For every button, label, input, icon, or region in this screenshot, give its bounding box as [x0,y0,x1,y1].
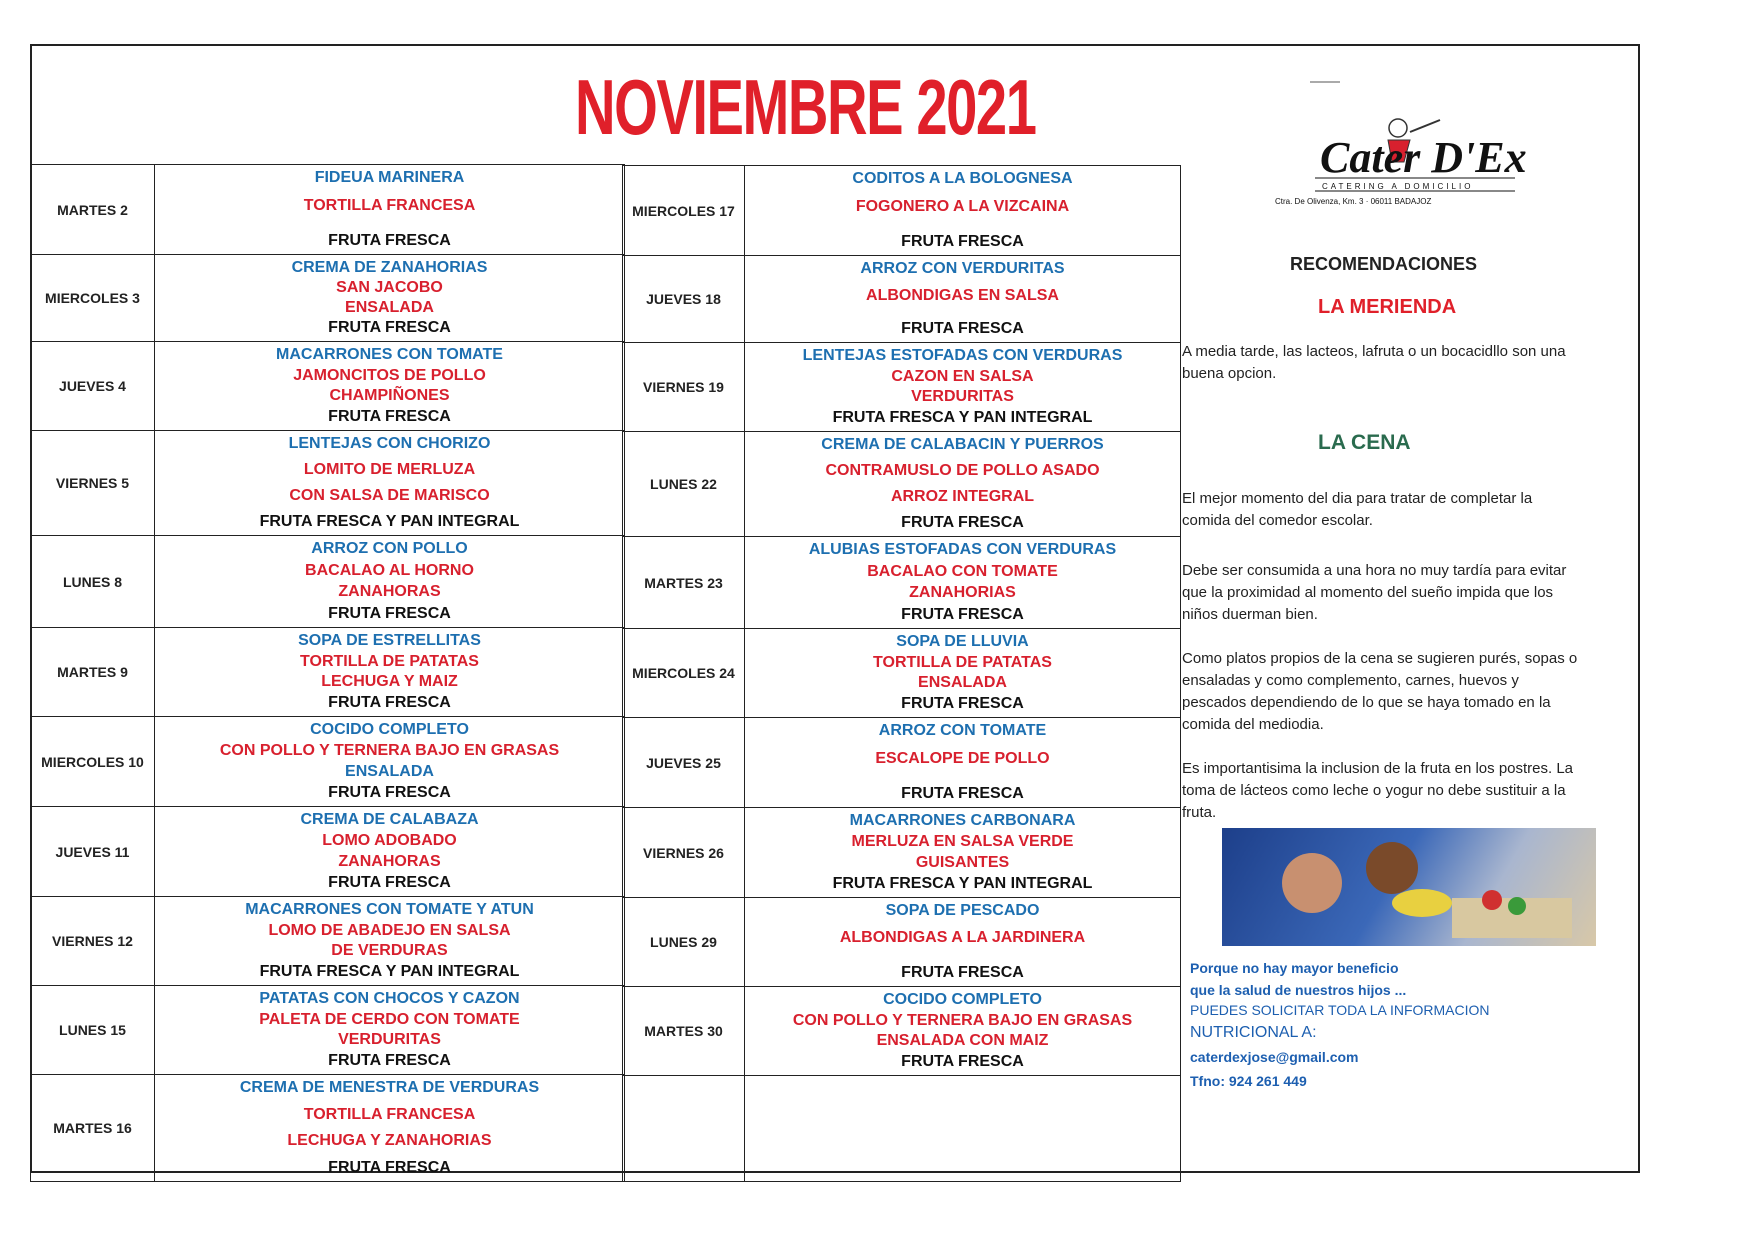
dish-line: FRUTA FRESCA [901,694,1024,712]
dish-line: VERDURITAS [338,1031,441,1049]
dish-line: TORTILLA FRANCESA [303,1105,476,1123]
dishes-cell [155,536,625,628]
info-line-1: PUEDES SOLICITAR TODA LA INFORMACION [1190,1002,1490,1018]
day-label: JUEVES 18 [623,256,745,343]
dishes-cell [745,343,1181,432]
dish-line: LENTEJAS CON CHORIZO [288,435,491,452]
dish-line: ENSALADA [918,674,1007,692]
dish-line: LOMITO DE MERLUZA [303,461,476,478]
kids-eating-photo [1222,828,1596,946]
dish-line: MACARRONES CON TOMATE Y ATUN [245,901,534,918]
menu-row [31,255,625,342]
dish-line: COCIDO COMPLETO [883,991,1042,1008]
dish-line: FRUTA FRESCA [328,874,451,891]
menu-row [623,718,1181,808]
dish-line: CON POLLO Y TERNERA BAJO EN GRASAS [219,742,560,759]
merienda-heading: LA MERIENDA [1318,296,1457,318]
dishes-cell [155,255,625,342]
merienda-text: A media tarde, las lacteos, lafruta o un bocacidllo son una buena opcion. [1182,343,1566,382]
dishes-cell [745,898,1181,987]
menu-table-left [30,164,625,1182]
cena-paragraph-4: Es importantisima la inclusion de la fruta en los postres. La toma de lácteos como leche o yogur no debe sustituir a la fruta. [1182,760,1574,821]
day-label: MIERCOLES 10 [31,717,155,807]
dish-line: ENSALADA CON MAIZ [876,1032,1049,1050]
dish-line: CAZON EN SALSA [891,367,1034,385]
dish-line: FRUTA FRESCA [901,514,1024,531]
empty-row [623,1076,1181,1182]
dish-line: ENSALADA [345,763,434,780]
dish-line: CON POLLO Y TERNERA BAJO EN GRASAS [792,1011,1133,1029]
svg-text:CATERING A DOMICILIO: CATERING A DOMICILIO [1322,182,1474,191]
dishes-cell [745,432,1181,537]
menu-row [31,897,625,986]
dish-line: CREMA DE MENESTRA DE VERDURAS [239,1079,540,1096]
menu-row [623,629,1181,718]
dishes-cell [155,1075,625,1182]
dish-line: MACARRONES CON TOMATE [276,346,503,363]
dish-line: BACALAO CON TOMATE [867,562,1058,580]
menu-row [31,1075,625,1182]
dishes-cell [745,629,1181,718]
dishes-cell [155,717,625,807]
menu-row [623,166,1181,256]
page-title: NOVIEMBRE 2021 [575,63,1036,151]
cena-paragraph-2: Debe ser consumida a una hora no muy tardía para evitar que la proximidad al momento del sueño impida que los niños duerman bien. [1182,562,1567,623]
menu-row [623,256,1181,343]
empty-cell [745,1076,1181,1182]
dish-line: CREMA DE CALABAZA [300,811,479,828]
dish-line: BACALAO AL HORNO [305,561,474,579]
quote-line-1: Porque no hay mayor beneficio [1190,960,1399,976]
svg-text:Cater D'Ex: Cater D'Ex [1320,133,1527,182]
dish-line: TORTILLA FRANCESA [303,196,476,214]
dishes-cell [155,986,625,1075]
day-label: VIERNES 26 [623,808,745,898]
dish-line: PATATAS CON CHOCOS Y CAZON [259,990,520,1007]
empty-cell [623,1076,745,1182]
dish-line: COCIDO COMPLETO [310,721,469,738]
day-label: LUNES 8 [31,536,155,628]
cater-dex-logo [1275,110,1530,210]
dish-line: FRUTA FRESCA [328,319,451,336]
dish-line: LECHUGA Y MAIZ [321,673,458,691]
menu-table-right [622,165,1181,1182]
cena-paragraph-3: Como platos propios de la cena se sugieren purés, sopas o ensaladas y como complemento, carnes, huevos y pescados dependiendo de lo que se haya tomado en la comida del mediodia. [1182,650,1578,733]
menu-row [623,987,1181,1076]
dish-line: CREMA DE ZANAHORIAS [291,259,488,276]
dish-line: ALBONDIGAS A LA JARDINERA [839,929,1086,947]
menu-row [31,717,625,807]
contact-phone: Tfno: 924 261 449 [1190,1073,1307,1089]
menu-row [31,807,625,897]
dish-line: FRUTA FRESCA Y PAN INTEGRAL [832,408,1093,426]
dish-line: LECHUGA Y ZANAHORIAS [287,1132,492,1150]
dishes-cell [745,808,1181,898]
dish-line: ZANAHORAS [338,853,441,870]
menu-row [31,431,625,536]
dish-line: ALUBIAS ESTOFADAS CON VERDURAS [808,541,1117,558]
dish-line: TORTILLA DE PATATAS [300,652,479,670]
dish-line: CHAMPIÑONES [329,387,450,405]
dishes-cell [155,342,625,431]
dish-line: ESCALOPE DE POLLO [875,749,1050,767]
menu-row [623,343,1181,432]
dishes-cell [155,807,625,897]
dish-line: FRUTA FRESCA [901,1052,1024,1070]
dish-line: LOMO DE ABADEJO EN SALSA [268,921,511,939]
dish-line: FRUTA FRESCA [328,784,451,801]
dish-line: CON SALSA DE MARISCO [289,487,490,504]
day-label: VIERNES 19 [623,343,745,432]
day-label: MIERCOLES 17 [623,166,745,256]
info-line-2: NUTRICIONAL A: [1190,1024,1317,1041]
day-label: MARTES 9 [31,628,155,717]
contact-email[interactable]: caterdexjose@gmail.com [1190,1049,1359,1065]
dish-line: SOPA DE LLUVIA [896,633,1029,650]
dish-line: ALBONDIGAS EN SALSA [866,286,1059,304]
day-label: VIERNES 5 [31,431,155,536]
menu-row [31,536,625,628]
dish-line: FRUTA FRESCA [901,784,1024,802]
dish-line: ARROZ CON TOMATE [878,722,1047,739]
menu-row [31,342,625,431]
dishes-cell [745,537,1181,629]
day-label: LUNES 15 [31,986,155,1075]
dish-line: ENSALADA [345,299,434,316]
dish-line: SOPA DE ESTRELLITAS [298,632,481,649]
day-label: JUEVES 4 [31,342,155,431]
dish-line: ARROZ CON VERDURITAS [860,260,1065,277]
dish-line: FRUTA FRESCA [328,231,451,249]
dish-line: CODITOS A LA BOLOGNESA [852,170,1073,187]
dish-line: FRUTA FRESCA Y PAN INTEGRAL [259,513,520,530]
dishes-cell [155,628,625,717]
recomendaciones-heading: RECOMENDACIONES [1290,254,1478,274]
dish-line: ARROZ INTEGRAL [890,488,1035,505]
dish-line: FRUTA FRESCA [328,604,451,622]
dish-line: SAN JACOBO [336,279,443,296]
dish-line: ARROZ CON POLLO [311,540,468,557]
dish-line: VERDURITAS [911,388,1014,406]
menu-row [623,898,1181,987]
day-label: JUEVES 25 [623,718,745,808]
svg-text:Ctra. De Olivenza, Km. 3 · 060: Ctra. De Olivenza, Km. 3 · 06011 BADAJOZ [1275,197,1432,206]
dish-line: LENTEJAS ESTOFADAS CON VERDURAS [802,347,1123,364]
dish-line: FRUTA FRESCA [901,963,1024,981]
dish-line: CONTRAMUSLO DE POLLO ASADO [825,462,1100,479]
dishes-cell [745,166,1181,256]
day-label: MIERCOLES 24 [623,629,745,718]
dish-line: FRUTA FRESCA [901,605,1024,623]
dishes-cell [745,718,1181,808]
menu-row [31,165,625,255]
dish-line: FRUTA FRESCA Y PAN INTEGRAL [832,875,1093,892]
dish-line: DE VERDURAS [331,942,448,960]
dish-line: FRUTA FRESCA [328,1051,451,1069]
dish-line: CREMA DE CALABACIN Y PUERROS [821,436,1104,453]
dishes-cell [155,897,625,986]
day-label: VIERNES 12 [31,897,155,986]
day-label: MARTES 23 [623,537,745,629]
dish-line: ZANAHORIAS [909,584,1016,602]
dish-line: FIDEUA MARINERA [314,169,465,186]
menu-row [623,808,1181,898]
day-label: MARTES 30 [623,987,745,1076]
cena-paragraph-1: El mejor momento del dia para tratar de completar la comida del comedor escolar. [1182,490,1533,529]
day-label: LUNES 29 [623,898,745,987]
dish-line: MACARRONES CARBONARA [849,812,1076,829]
dishes-cell [745,256,1181,343]
dish-line: FOGONERO A LA VIZCAINA [855,197,1070,215]
dishes-cell [155,165,625,255]
dish-line: FRUTA FRESCA [328,407,451,425]
dish-line: GUISANTES [915,854,1010,871]
cena-heading: LA CENA [1318,431,1411,454]
dish-line: TORTILLA DE PATATAS [873,653,1052,671]
day-label: MARTES 16 [31,1075,155,1182]
menu-row [623,537,1181,629]
dish-line: FRUTA FRESCA [328,693,451,711]
dish-line: ZANAHORAS [338,583,441,601]
quote-line-2: que la salud de nuestros hijos ... [1190,982,1407,998]
dish-line: PALETA DE CERDO CON TOMATE [259,1010,520,1028]
menu-row [31,986,625,1075]
menu-row [623,432,1181,537]
dish-line: FRUTA FRESCA Y PAN INTEGRAL [259,962,520,980]
dish-line: FRUTA FRESCA [901,319,1024,337]
dish-line: FRUTA FRESCA [328,1158,451,1176]
day-label: LUNES 22 [623,432,745,537]
dish-line: JAMONCITOS DE POLLO [293,366,486,384]
day-label: MIERCOLES 3 [31,255,155,342]
dish-line: LOMO ADOBADO [322,832,457,849]
dish-line: SOPA DE PESCADO [885,902,1040,919]
day-label: MARTES 2 [31,165,155,255]
day-label: JUEVES 11 [31,807,155,897]
dish-line: MERLUZA EN SALSA VERDE [851,833,1074,850]
dishes-cell [745,987,1181,1076]
dish-line: FRUTA FRESCA [901,232,1024,250]
menu-row [31,628,625,717]
dishes-cell [155,431,625,536]
